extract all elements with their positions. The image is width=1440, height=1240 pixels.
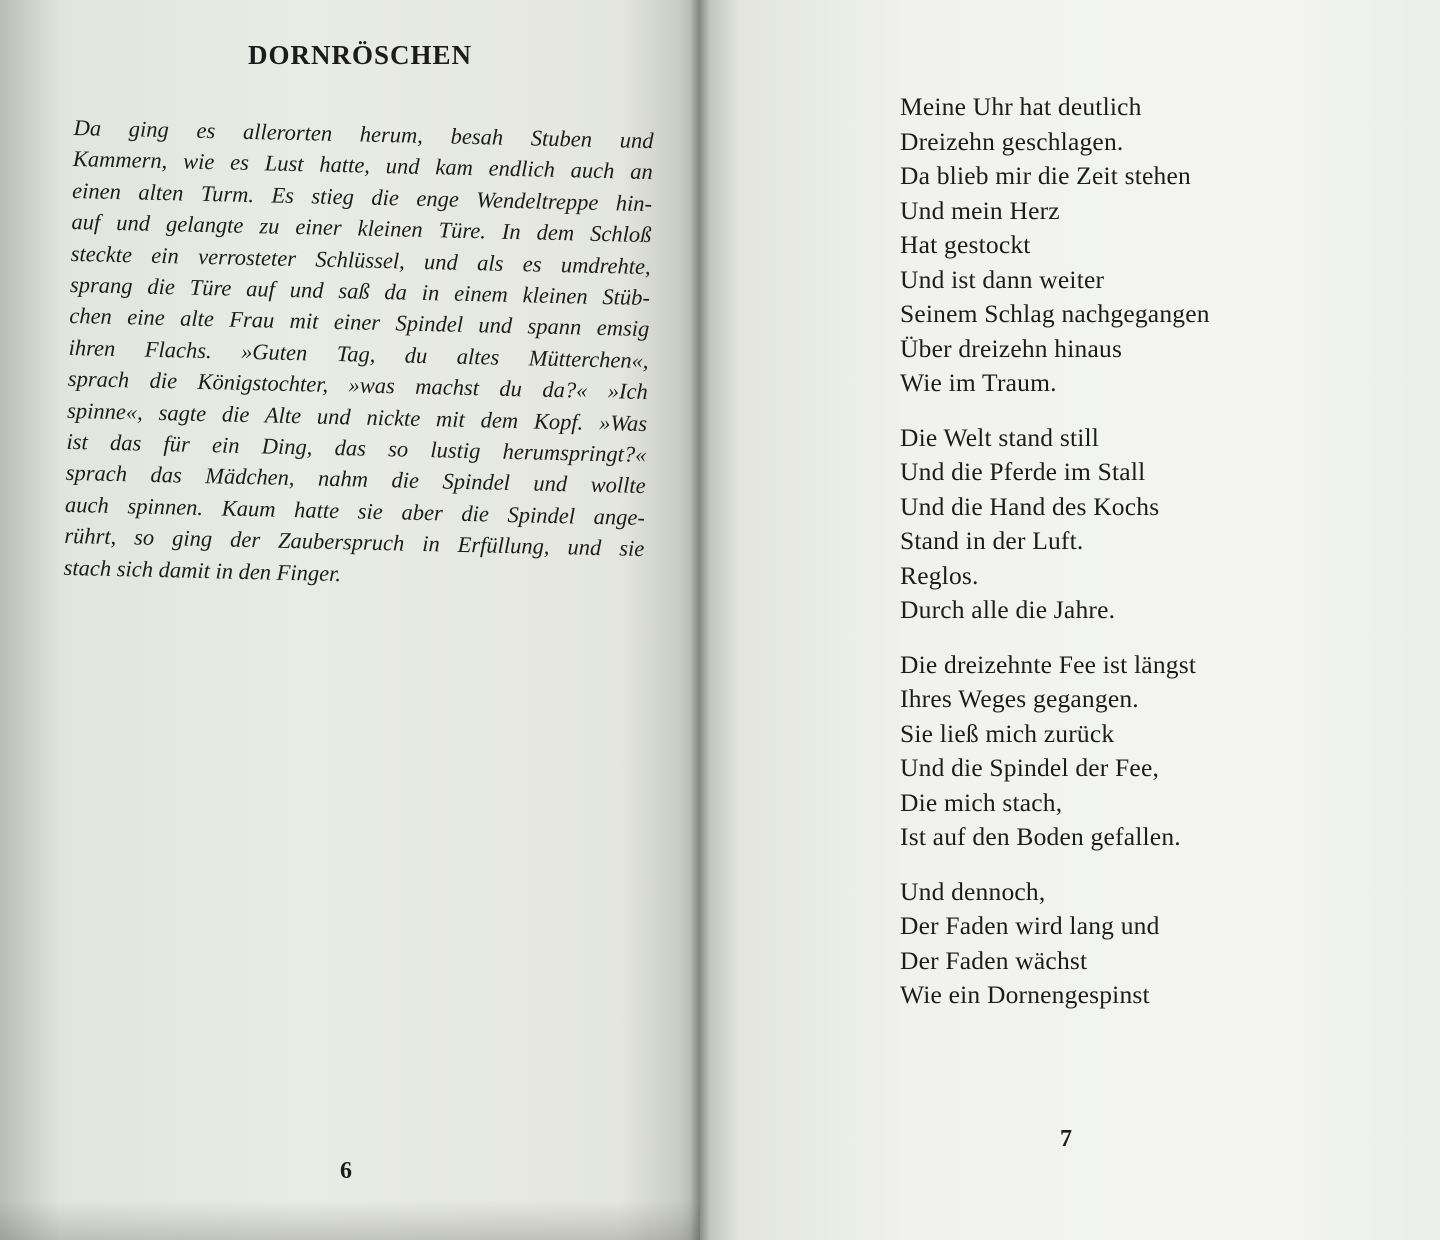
verse-line: Sie ließ mich zurück [900,718,1115,748]
verse-line: Ist auf den Boden gefallen. [900,822,1181,851]
poem-stanza [900,90,1320,401]
prose-line: steckte ein verrosteter Schlüssel, und als es umdrehte, [70,240,651,279]
verse-line: Durch alle die Jahre. [900,595,1116,624]
verse-line: Stand in der Luft. [900,526,1084,555]
verse-line: Da blieb mir die Zeit stehen [900,161,1191,190]
page-title: DORNRÖSCHEN [247,40,473,70]
verse-line: Die Welt stand still [900,422,1100,452]
prose-line: Kammern, wie es Lust hatte, und kam endlich auch an [72,146,654,185]
prose-line: auch spinnen. Kaum hatte sie aber die Spindel ange- [64,491,646,530]
verse-line: Dreizehn geschlagen. [900,126,1124,156]
verse-line: Wie im Traum. [900,368,1057,397]
verse-line: Über dreizehn hinaus [900,333,1123,363]
prose-line: stach sich damit in den Finger. [63,554,342,586]
verse-line: Und die Pferde im Stall [900,457,1146,486]
prose-line: ihren Flachs. »Guten Tag, du altes Mütterchen«, [68,334,649,373]
page-number: 7 [1060,1126,1072,1152]
verse-line: Die dreizehnte Fee ist längst [900,649,1197,679]
verse-line: Und die Hand des Kochs [900,491,1160,521]
verse-line: Die mich stach, [900,787,1063,817]
prose-line: rührt, so ging der Zauberspruch in Erfüllung, und sie [64,523,645,562]
verse-line: Wie ein Dornengespinst [900,980,1150,1009]
page-number: 6 [340,1158,352,1184]
poem [900,90,1320,1033]
verse-line: Und mein Herz [900,195,1060,225]
page-shadow [0,1200,700,1240]
verse-line: Reglos. [900,560,979,590]
verse-line: Hat gestockt [900,230,1031,259]
prose-line: ist das für ein Ding, das so lustig herumspringt?« [66,428,647,468]
prose-line: auf und gelangte zu einer kleinen Türe. In dem Schloß [71,209,652,248]
verse-line: Und ist dann weiter [900,264,1105,294]
verse-line: Meine Uhr hat deutlich [900,92,1142,121]
prose-line: spinne«, sagte die Alte und nickte mit dem Kopf. »Was [66,397,648,436]
poem-stanza [900,875,1320,1013]
verse-line: Seinem Schlag nachgegangen [900,299,1210,328]
verse-line: Ihres Weges gegangen. [900,684,1139,713]
left-page [0,0,700,1240]
prose-line: sprach die Königstochter, »was machst du da?« »Ich [67,366,649,405]
prose-paragraph [63,112,654,596]
prose-line: chen eine alte Frau mit einer Spindel und spann emsig [69,303,650,342]
prose-line: sprang die Türe auf und saß da in einem kleinen Stüb- [69,271,651,311]
show-through-text [110,620,630,1148]
poem-stanza [900,648,1320,855]
prose-line: einen alten Turm. Es stieg die enge Wendeltreppe hin- [71,177,653,216]
prose-line: Da ging es allerorten herum, besah Stuben und [73,114,654,154]
right-page [700,0,1440,1240]
prose-line: sprach das Mädchen, nahm die Spindel und wollte [65,460,646,499]
book-gutter [690,0,710,1240]
verse-line: Und die Spindel der Fee, [900,753,1160,782]
verse-line: Und dennoch, [900,876,1046,906]
verse-line: Der Faden wächst [900,945,1088,975]
verse-line: Der Faden wird lang und [900,911,1160,940]
poem-stanza [900,421,1320,628]
